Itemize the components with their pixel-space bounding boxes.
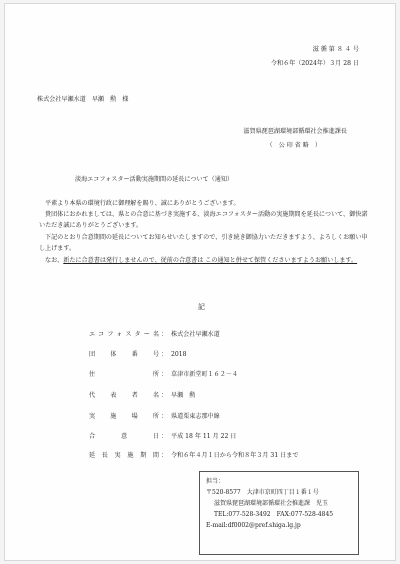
detail-value: 株式会社早瀬水道: [171, 331, 220, 338]
detail-colon: ：: [161, 433, 168, 440]
doc-number: 滋 循 第 ８ ４ 号: [312, 46, 359, 53]
detail-value: 令和６年４月１日から令和８年３月 31 日まで: [171, 452, 299, 459]
ki-heading: 記: [198, 303, 205, 311]
contact-email: E-mail:df0002@pref.shiga.lg.jp: [206, 522, 301, 529]
detail-label: 住所: [89, 371, 159, 378]
detail-label: 合意日: [89, 433, 159, 440]
detail-value: 2018: [171, 351, 187, 358]
detail-colon: ：: [161, 452, 168, 459]
detail-value: 県道栗東志那中線: [171, 413, 220, 420]
contact-title: 担当：: [206, 478, 225, 485]
contact-box: [199, 471, 359, 555]
sender-dept: 滋賀県琵琶湖環境部循環社会推進課長: [243, 128, 347, 135]
doc-date: 令和６年（2024年）３月 28 日: [270, 60, 359, 67]
recipient: 株式会社早瀬水道 早瀬 勲 様: [37, 96, 129, 103]
contact-tel-fax: TEL:077-528-3492 FAX:077-528-4845: [214, 511, 334, 518]
detail-colon: ：: [161, 413, 168, 420]
document-page: [4, 3, 396, 561]
detail-colon: ：: [161, 331, 168, 338]
body-paragraph-2: 貴団体におかれましては、県との合意に基づき実施する、淡海エコフォスター活動の実施期間を延長について、御快諾いただき誠にありがとうございます。: [39, 211, 368, 230]
detail-value: 草津市新堂町１６２－４: [171, 371, 239, 378]
body-paragraph-3: 下記のとおり合意期間の延長についてお知らせいたしますので、引き続き御協力いただきますよう、よろしくお願い申し上げます。: [39, 234, 368, 253]
detail-colon: ：: [161, 351, 168, 358]
contact-dept: 滋賀県琵琶湖環境部循環社会推進課 児玉: [214, 500, 329, 507]
subject: 淡海エコフォスター活動実施期間の延長について（通知）: [75, 176, 234, 183]
contact-address: 〒520-8577 大津市京町四丁目１番１号: [206, 489, 319, 496]
body-paragraph-1: 平素より本県の環境行政に御理解を賜り、誠にありがとうございます。: [45, 200, 240, 207]
body-p4-underlined: 新たに合意書は発行しませんので、従前の合意書は この通知と併せて保管くださいますようお願いします。: [63, 257, 358, 264]
detail-label: エコフォスター名: [89, 331, 159, 338]
detail-label: 実施場所: [89, 413, 159, 420]
sender-seal: （ 公 印 省 略 ）: [266, 142, 321, 149]
detail-value: 平成 18 年 11 月 22 日: [171, 433, 237, 440]
detail-colon: ：: [161, 392, 168, 399]
detail-label: 代表者名: [89, 392, 159, 399]
detail-value: 早瀬 勲: [171, 392, 196, 399]
body-paragraph-4: [39, 255, 369, 266]
body-p4-lead: なお、: [45, 257, 64, 264]
detail-label: 団体番号: [89, 351, 159, 358]
detail-colon: ：: [161, 371, 168, 378]
detail-label: 延長実施期間: [89, 452, 159, 459]
